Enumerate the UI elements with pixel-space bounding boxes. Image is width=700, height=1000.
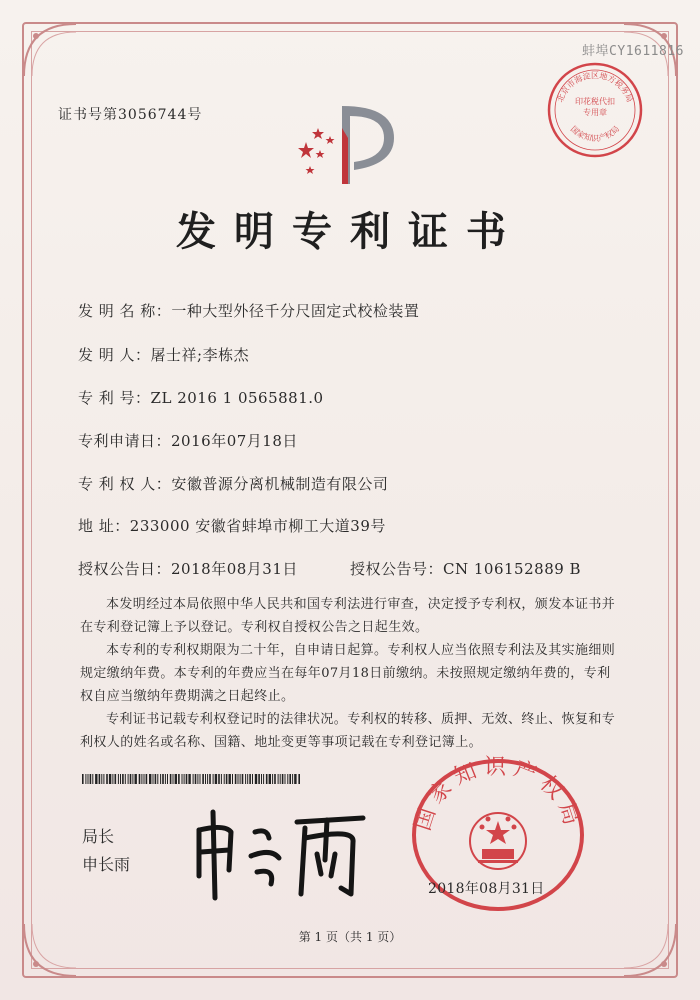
barcode-bar <box>282 774 284 784</box>
barcode-bar <box>255 774 257 784</box>
barcode-bar <box>90 774 92 784</box>
barcode-bar <box>269 774 271 784</box>
barcode-bar <box>188 774 190 784</box>
barcode-bar <box>115 774 117 784</box>
barcode-bar <box>240 774 241 784</box>
publication-number-value: CN 106152889 B <box>443 560 582 578</box>
publication-number-label: 授权公告号： <box>350 560 444 578</box>
barcode-bar <box>82 774 84 784</box>
barcode-bar <box>122 774 124 784</box>
barcode-bar <box>132 774 133 784</box>
application-date-label: 专利申请日： <box>78 432 172 450</box>
corner-ornament-top-left <box>20 20 80 80</box>
barcode-bar <box>178 774 180 784</box>
barcode-bar <box>103 774 104 784</box>
body-paragraph: 专利证书记载专利权登记时的法律状况。专利权的转移、质押、无效、终止、恢复和专利权人的姓名或名称、国籍、地址变更等事项记载在专利登记簿上。 <box>80 712 616 750</box>
barcode-bar <box>285 774 286 784</box>
invention-name-value: 一种大型外径千分尺固定式校检装置 <box>171 302 420 320</box>
barcode-bar <box>162 774 164 784</box>
barcode-bar <box>278 774 279 784</box>
invention-name-label: 发 明 名 称： <box>78 302 172 320</box>
barcode-bar <box>289 774 291 784</box>
barcode-bar <box>85 774 86 784</box>
barcode-bar <box>274 774 276 784</box>
body-paragraph: 本专利的专利权期限为二十年，自申请日起算。专利权人应当依照专利法及其实施细则规定缴纳年费。本专利的年费应当在每年07月18日前缴纳。未按照规定缴纳年费的，专利权自应当缴纳年费期满之日起终止。 <box>80 643 616 704</box>
barcode-bar <box>292 774 293 784</box>
barcode-bar <box>184 774 185 784</box>
barcode-bar <box>170 774 172 784</box>
publication-date-row <box>78 558 298 579</box>
barcode-bar <box>215 774 217 784</box>
barcode-bar <box>272 774 273 784</box>
application-date-row <box>78 430 298 451</box>
address-label: 地 址： <box>78 517 130 535</box>
tax-stamp-outer-text: 北京市海淀区地方税务局 <box>555 71 635 104</box>
national-emblem-icon <box>470 813 526 869</box>
barcode-bar <box>120 774 121 784</box>
director-title: 局长 <box>82 827 115 846</box>
barcode-bar <box>106 774 108 784</box>
tax-stamp-inner-text: 印花税代扣专用章 <box>575 97 615 117</box>
patent-number-row <box>78 387 324 408</box>
barcode <box>82 769 302 779</box>
svg-text:国家知识产权局 <box>569 124 621 143</box>
barcode-bar <box>101 774 102 784</box>
barcode-bar <box>182 774 183 784</box>
publication-date-label: 授权公告日： <box>78 560 172 578</box>
barcode-bar <box>146 774 148 784</box>
inventors-value: 屠士祥;李栋杰 <box>150 346 250 364</box>
barcode-bar <box>247 774 248 784</box>
page-title: 发明专利证书 <box>176 208 524 255</box>
barcode-bar <box>298 774 300 784</box>
barcode-bar <box>149 774 151 784</box>
barcode-bar <box>229 774 231 784</box>
barcode-bar <box>175 774 177 784</box>
patent-number-value: ZL 2016 1 0565881.0 <box>150 389 324 407</box>
barcode-bar <box>207 774 208 784</box>
barcode-bar <box>95 774 97 784</box>
barcode-bar <box>200 774 201 784</box>
barcode-bar <box>153 774 154 784</box>
publication-number-row <box>350 558 581 579</box>
barcode-bar <box>294 774 296 784</box>
barcode-bar <box>232 774 233 784</box>
barcode-bar <box>280 774 281 784</box>
barcode-bar <box>245 774 246 784</box>
barcode-bar <box>238 774 239 784</box>
barcode-bar <box>92 774 93 784</box>
page-number: 第 1 页（共 1 页） <box>298 930 402 944</box>
director-name: 申长雨 <box>82 855 131 874</box>
barcode-bar <box>224 774 225 784</box>
tax-stamp <box>545 60 645 160</box>
barcode-bar <box>242 774 244 784</box>
invention-name-row <box>78 300 419 321</box>
barcode-bar <box>157 774 158 784</box>
barcode-bar <box>205 774 206 784</box>
certificate-number: 证书号第3056744号 <box>58 107 203 123</box>
barcode-bar <box>141 774 142 784</box>
barcode-bar <box>258 774 260 784</box>
body-paragraph: 本发明经过本局依照中华人民共和国专利法进行审查，决定授予专利权，颁发本证书并在专利登记簿上予以登记。专利权自授权公告之日起生效。 <box>80 597 616 635</box>
inventors-label: 发 明 人： <box>78 346 151 364</box>
barcode-bar <box>167 774 168 784</box>
barcode-bar <box>125 774 126 784</box>
barcode-bar <box>287 774 288 784</box>
barcode-bar <box>261 774 262 784</box>
barcode-bar <box>252 774 253 784</box>
patent-office-logo <box>290 98 400 188</box>
barcode-bar <box>139 774 141 784</box>
barcode-bar <box>226 774 228 784</box>
barcode-bar <box>155 774 157 784</box>
barcode-bar <box>266 774 268 784</box>
barcode-bar <box>118 774 119 784</box>
barcode-bar <box>88 774 89 784</box>
director-signature <box>185 798 375 908</box>
handwritten-note: 蚌埠CY1611816 <box>582 44 684 59</box>
barcode-bar <box>263 774 264 784</box>
barcode-bar <box>173 774 174 784</box>
barcode-bar <box>218 774 220 784</box>
barcode-bar <box>144 774 145 784</box>
patent-number-label: 专 利 号： <box>78 389 151 407</box>
barcode-bar <box>160 774 161 784</box>
barcode-bar <box>165 774 166 784</box>
address-row <box>78 515 386 536</box>
barcode-bar <box>202 774 204 784</box>
barcode-bar <box>135 774 137 784</box>
seal-text: 国家知识产权局 <box>410 755 586 834</box>
barcode-bar <box>99 774 101 784</box>
barcode-bar <box>209 774 211 784</box>
barcode-bar <box>186 774 188 784</box>
barcode-bar <box>197 774 198 784</box>
inventors-row <box>78 344 249 365</box>
application-date-value: 2016年07月18日 <box>171 432 298 450</box>
patentee-row <box>78 473 388 494</box>
certificate-body <box>80 593 620 754</box>
barcode-bar <box>195 774 197 784</box>
address-value: 233000 安徽省蚌埠市柳工大道39号 <box>129 517 386 535</box>
barcode-bar <box>130 774 132 784</box>
tax-stamp-bottom-text: 国家知识产权局 <box>568 124 622 143</box>
publication-date-value: 2018年08月31日 <box>171 560 298 578</box>
barcode-bar <box>213 774 214 784</box>
barcode-bar <box>235 774 237 784</box>
barcode-bar <box>112 774 113 784</box>
patentee-label: 专 利 权 人： <box>78 475 172 493</box>
barcode-bar <box>128 774 129 784</box>
barcode-bar <box>193 774 194 784</box>
barcode-bar <box>249 774 251 784</box>
patentee-value: 安徽普源分离机械制造有限公司 <box>171 475 389 493</box>
barcode-bar <box>109 774 111 784</box>
seal-date: 2018年08月31日 <box>428 881 545 897</box>
barcode-bar <box>221 774 222 784</box>
